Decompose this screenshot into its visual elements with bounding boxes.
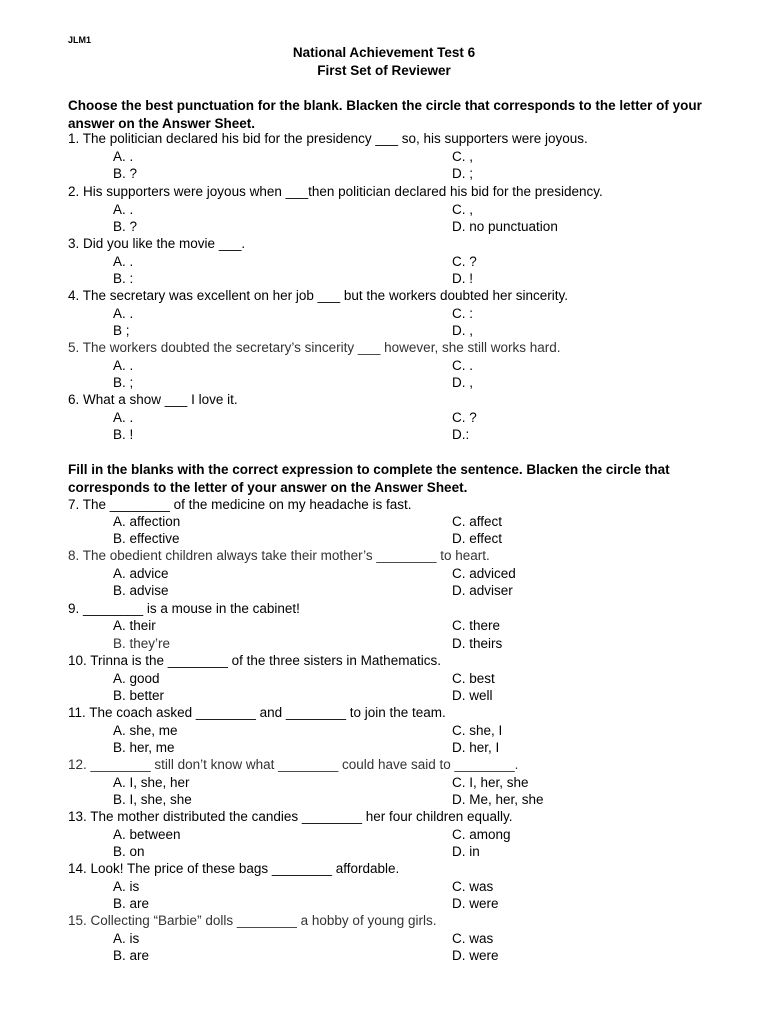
question-9-option-c: C. there bbox=[452, 618, 501, 633]
question-9-option-d: D. theirs bbox=[452, 636, 503, 651]
question-12-option-d: D. Me, her, she bbox=[452, 792, 544, 807]
question-1: 1. The politician declared his bid for the presidency ___ so, his supporters were joyous. bbox=[68, 131, 588, 146]
question-2: 2. His supporters were joyous when ___then politician declared his bid for the presidency. bbox=[68, 184, 603, 199]
question-13-option-a: A. between bbox=[113, 827, 181, 842]
question-6-option-a: A. . bbox=[113, 410, 134, 425]
question-12: 12. ________ still don’t know what ________ could have said to ________. bbox=[68, 757, 519, 772]
question-12-option-c: C. I, her, she bbox=[452, 775, 529, 790]
question-3-option-b: B. : bbox=[113, 271, 134, 286]
question-10-option-c: C. best bbox=[452, 671, 495, 686]
question-8-option-a: A. advice bbox=[113, 566, 169, 581]
question-6: 6. What a show ___ I love it. bbox=[68, 392, 238, 407]
question-9-option-b: B. they’re bbox=[113, 636, 171, 651]
question-7-option-a: A. affection bbox=[113, 514, 181, 529]
question-14: 14. Look! The price of these bags ________ affordable. bbox=[68, 861, 400, 876]
question-15-option-d: D. were bbox=[452, 948, 499, 963]
question-12-option-a: A. I, she, her bbox=[113, 775, 190, 790]
question-9-option-a: A. their bbox=[113, 618, 156, 633]
question-14-option-d: D. were bbox=[452, 896, 499, 911]
question-1-option-a: A. . bbox=[113, 149, 134, 164]
document-subtitle: First Set of Reviewer bbox=[317, 63, 451, 78]
question-7: 7. The ________ of the medicine on my headache is fast. bbox=[68, 497, 412, 512]
question-5-option-a: A. . bbox=[113, 358, 134, 373]
question-13-option-c: C. among bbox=[452, 827, 511, 842]
question-14-option-a: A. is bbox=[113, 879, 140, 894]
question-8-option-b: B. advise bbox=[113, 583, 169, 598]
question-13-option-b: B. on bbox=[113, 844, 145, 859]
question-15-option-c: C. was bbox=[452, 931, 494, 946]
question-6-option-d: D.: bbox=[452, 427, 470, 442]
question-6-option-b: B. ! bbox=[113, 427, 134, 442]
question-15-option-b: B. are bbox=[113, 948, 150, 963]
question-8-option-c: C. adviced bbox=[452, 566, 516, 581]
question-8-option-d: D. adviser bbox=[452, 583, 513, 598]
question-1-option-b: B. ? bbox=[113, 166, 138, 181]
question-14-option-c: C. was bbox=[452, 879, 494, 894]
question-11-option-b: B. her, me bbox=[113, 740, 175, 755]
question-10: 10. Trinna is the ________ of the three sisters in Mathematics. bbox=[68, 653, 441, 668]
question-7-option-d: D. effect bbox=[452, 531, 503, 546]
question-2-option-d: D. no punctuation bbox=[452, 219, 558, 234]
question-13: 13. The mother distributed the candies ________ her four children equally. bbox=[68, 809, 513, 824]
question-11-option-d: D. her, I bbox=[452, 740, 500, 755]
question-2-option-a: A. . bbox=[113, 202, 134, 217]
question-3-option-c: C. ? bbox=[452, 254, 477, 269]
question-2-option-c: C. , bbox=[452, 202, 474, 217]
section-2-instruction: Fill in the blanks with the correct expression to complete the sentence. Blacken the circle that corresponds to the letter of your answer on the Answer Sheet. bbox=[68, 462, 670, 495]
question-4: 4. The secretary was excellent on her job ___ but the workers doubted her sincerity. bbox=[68, 288, 569, 303]
question-5: 5. The workers doubted the secretary’s sincerity ___ however, she still works hard. bbox=[68, 340, 561, 355]
question-12-option-b: B. I, she, she bbox=[113, 792, 192, 807]
question-3: 3. Did you like the movie ___. bbox=[68, 236, 246, 251]
question-11-option-a: A. she, me bbox=[113, 723, 178, 738]
question-7-option-c: C. affect bbox=[452, 514, 503, 529]
question-3-option-a: A. . bbox=[113, 254, 134, 269]
question-1-option-c: C. , bbox=[452, 149, 474, 164]
question-4-option-a: A. . bbox=[113, 306, 134, 321]
question-10-option-b: B. better bbox=[113, 688, 165, 703]
question-15: 15. Collecting “Barbie” dolls ________ a hobby of young girls. bbox=[68, 913, 437, 928]
question-13-option-d: D. in bbox=[452, 844, 480, 859]
question-3-option-d: D. ! bbox=[452, 271, 474, 286]
section-1-instruction: Choose the best punctuation for the blank. Blacken the circle that corresponds to the letter of your answer on the Answer Sheet. bbox=[68, 98, 702, 131]
question-2-option-b: B. ? bbox=[113, 219, 138, 234]
question-8: 8. The obedient children always take their mother’s ________ to heart. bbox=[68, 548, 490, 563]
question-10-option-d: D. well bbox=[452, 688, 493, 703]
question-4-option-c: C. : bbox=[452, 306, 474, 321]
question-5-option-d: D. , bbox=[452, 375, 474, 390]
question-4-option-d: D. , bbox=[452, 323, 474, 338]
question-5-option-c: C. . bbox=[452, 358, 474, 373]
question-15-option-a: A. is bbox=[113, 931, 140, 946]
document-title: National Achievement Test 6 bbox=[292, 45, 476, 60]
question-14-option-b: B. are bbox=[113, 896, 150, 911]
question-10-option-a: A. good bbox=[113, 671, 160, 686]
question-1-option-d: D. ; bbox=[452, 166, 474, 181]
question-11: 11. The coach asked ________ and ________ to join the team. bbox=[68, 705, 446, 720]
question-6-option-c: C. ? bbox=[452, 410, 477, 425]
document-code: JLM1 bbox=[68, 35, 92, 45]
question-5-option-b: B. ; bbox=[113, 375, 134, 390]
question-4-option-b: B ; bbox=[113, 323, 130, 338]
question-11-option-c: C. she, I bbox=[452, 723, 503, 738]
question-9: 9. ________ is a mouse in the cabinet! bbox=[68, 601, 300, 616]
question-7-option-b: B. effective bbox=[113, 531, 180, 546]
